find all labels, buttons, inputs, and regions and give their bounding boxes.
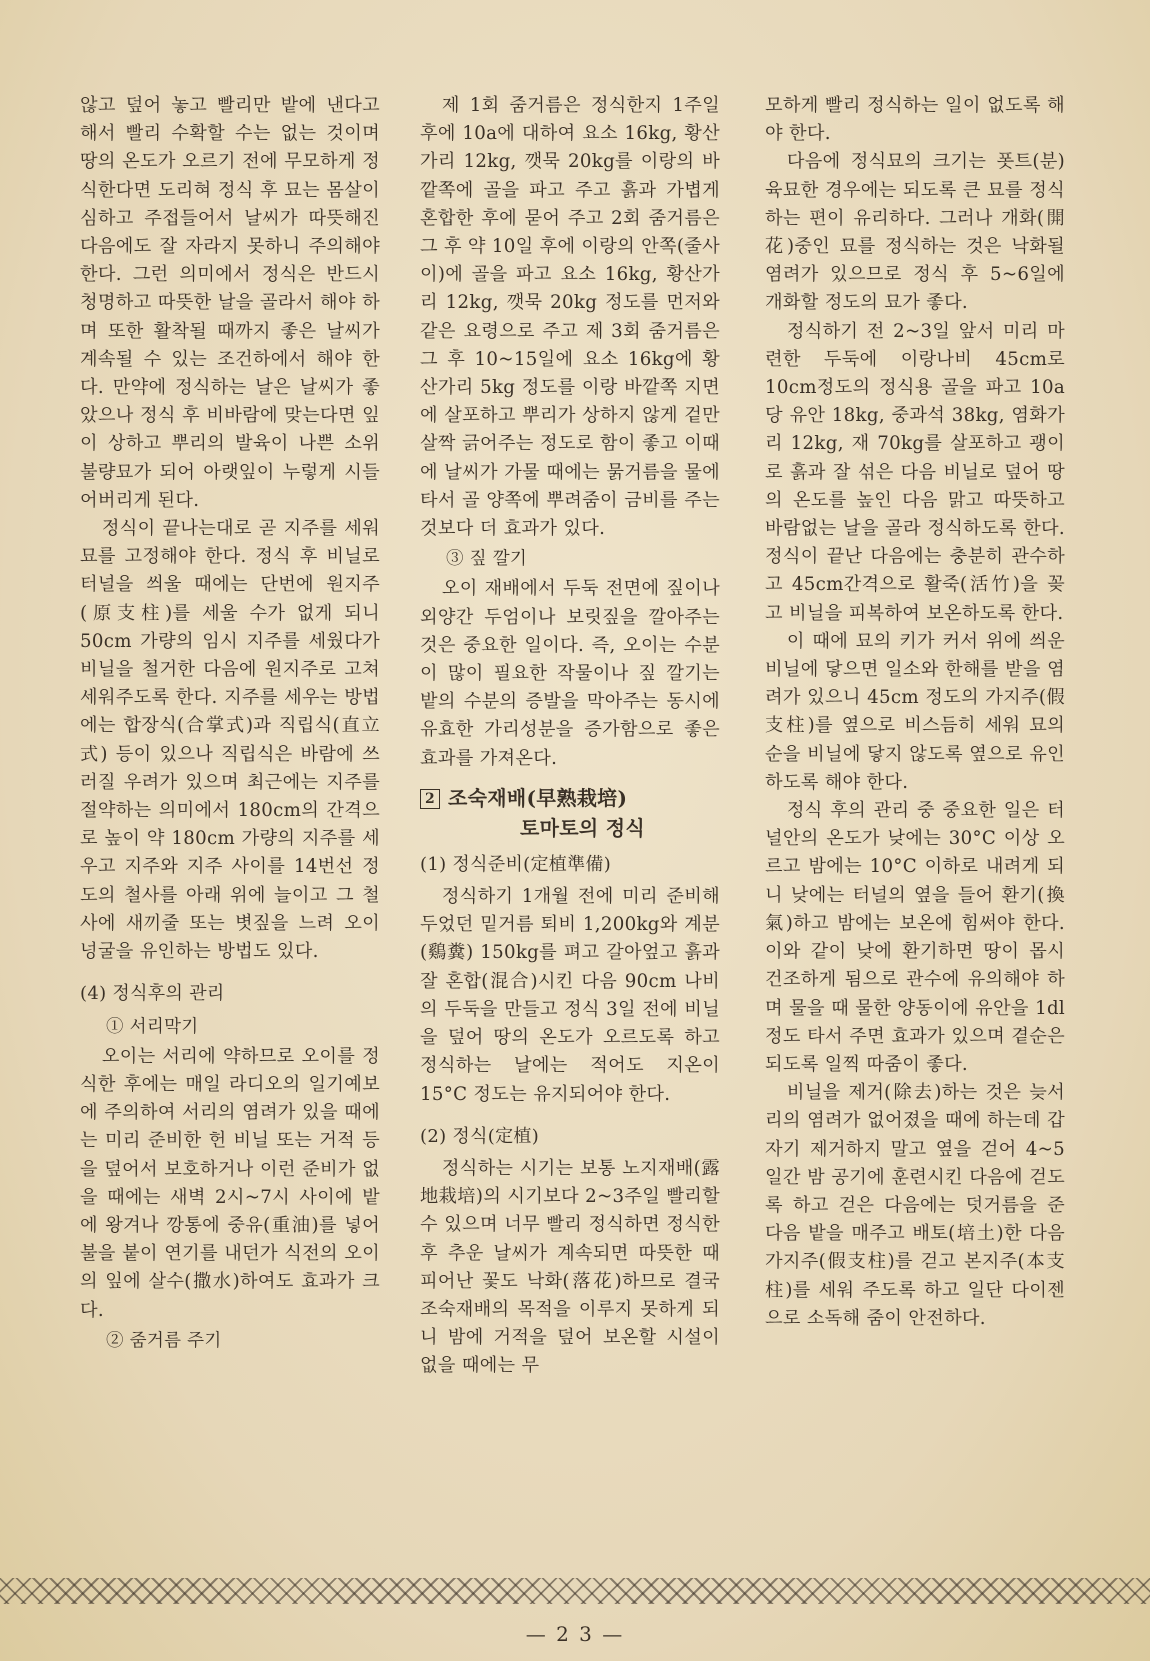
text-column-3: [765, 92, 1065, 1333]
text-column-1: [80, 92, 380, 1357]
text-column-2: [420, 92, 720, 1381]
paragraph: 제 1회 줌거름은 정식한지 1주일 후에 10a에 대하여 요소 16kg, 황산가리 12kg, 깻묵 20kg를 이랑의 바깥쪽에 골을 파고 주고 흙과 가볍게 혼합한 후에 묻어 주고 2회 줌거름은 그 후 약 10일 후에 이랑의 안쪽(줄사이)에 골을 파고 요소 16kg, 황산가리 12kg, 깻묵 20kg 정도를 먼저와 같은 요령으로 주고 제 3회 줌거름은 그 후 10~15일에 요소 16kg에 황산가리 5kg 정도를 이랑 바깥쪽 지면에 살포하고 뿌리가 상하지 않게 겉만 살짝 긁어주는 정도로 함이 좋고 이때에 날씨가 가물 때에는 묽거름을 물에 타서 골 양쪽에 뿌려줌이 금비를 주는 것보다 더 효과가 있다.: [420, 95, 720, 540]
section-heading: (1) 정식준비(定植準備): [420, 853, 612, 875]
paragraph: 정식하기 전 2~3일 앞서 미리 마련한 두둑에 이랑나비 45cm로 10cm정도의 정식용 골을 파고 10a당 유안 18kg, 중과석 38kg, 염화가리 12kg, 재 70kg를 살포하고 괭이로 흙과 잘 섞은 다음 비닐로 덮어 땅의 온도를 높인 다음 맑고 따뜻하고 바람없는 날을 골라 정식하도록 한다. 정식이 끝난 다음에는 충분히 관수하고 45cm간격으로 활죽(活竹)을 꽂고 비닐을 피복하여 보온하도록 한다.: [765, 320, 1065, 624]
chapter-heading: [420, 783, 720, 843]
subsection-heading: ① 서리막기: [106, 1016, 199, 1037]
paragraph: 모하게 빨리 정식하는 일이 없도록 해야 한다.: [765, 95, 1065, 145]
paragraph: 않고 덮어 놓고 빨리만 밭에 낸다고 해서 빨리 수확할 수는 없는 것이며 땅의 온도가 오르기 전에 무모하게 정식한다면 도리혀 정식 후 묘는 몸살이 심하고 주접들어서 날씨가 따뜻해진 다음에도 잘 자라지 못하니 주의해야 한다. 그런 의미에서 정식은 반드시 청명하고 따뜻한 날을 골라서 해야 하며 또한 활착될 때까지 좋은 날씨가 계속될 수 있는 조건하에서 해야 한다. 만약에 정식하는 날은 날씨가 좋았으나 정식 후 비바람에 맞는다면 잎이 상하고 뿌리의 발육이 나쁜 소위 불량묘가 되어 아랫잎이 누렇게 시들어버리게 된다.: [80, 95, 380, 511]
page-number: — 2 3 —: [525, 1622, 625, 1646]
chapter-title-line2: 토마토의 정식: [520, 815, 645, 840]
paragraph: 정식 후의 관리 중 중요한 일은 터널안의 온도가 낮에는 30°C 이상 오르고 밤에는 10°C 이하로 내려게 되니 낮에는 터널의 옆을 들어 환기(換氣)하고 밤에는 보온에 힘써야 한다. 이와 같이 낮에 환기하면 땅이 몹시 건조하게 됨으로 관수에 유의해야 하며 물을 때 물한 양동이에 유안을 1dl정도 타서 주면 효과가 있으며 곁순은 되도록 일찍 따줌이 좋다.: [765, 800, 1065, 1075]
section-heading: (4) 정식후의 관리: [80, 983, 225, 1005]
chapter-number: 2: [420, 789, 440, 809]
paragraph: 오이는 서리에 약하므로 오이를 정식한 후에는 매일 라디오의 일기예보에 주의하여 서리의 염려가 있을 때에는 미리 준비한 헌 비닐 또는 거적 등을 덮어서 보호하거나 이런 준비가 없을 때에는 새벽 2시~7시 사이에 밭에 왕겨나 깡통에 중유(重油)를 넣어 불을 붙이 연기를 내던가 식전의 오이의 잎에 살수(撒水)하여도 효과가 크다.: [80, 1045, 380, 1321]
subsection-heading: ② 줌거름 주기: [106, 1330, 222, 1351]
section-heading: (2) 정식(定植): [420, 1125, 540, 1147]
paragraph: 다음에 정식묘의 크기는 폿트(분) 육묘한 경우에는 되도록 큰 묘를 정식하는 편이 유리하다. 그러나 개화(開花)중인 묘를 정식하는 것은 낙화될 염려가 있으므로 정식 후 5~6일에 개화할 정도의 묘가 좋다.: [765, 151, 1065, 314]
chapter-title-line1: 조숙재배(早熟栽培): [448, 785, 628, 810]
paragraph: 오이 재배에서 두둑 전면에 짚이나 외양간 두엄이나 보릿짚을 깔아주는 것은 중요한 일이다. 즉, 오이는 수분이 많이 필요한 작물이나 짚 깔기는 밭의 수분의 증발을 막아주는 동시에 유효한 가리성분을 증가함으로 좋은 효과를 가져온다.: [420, 578, 720, 769]
paragraph: 이 때에 묘의 키가 커서 위에 씌운 비닐에 닿으면 일소와 한해를 받을 염려가 있으니 45cm 정도의 가지주(假支柱)를 옆으로 비스듬히 세워 묘의 순을 비닐에 닿지 않도록 옆으로 유인 하도록 해야 한다.: [765, 630, 1065, 793]
paragraph: 정식이 끝나는대로 곧 지주를 세워 묘를 고정해야 한다. 정식 후 비닐로 터널을 씌울 때에는 단번에 원지주(原支柱)를 세울 수가 없게 되니 50cm 가량의 임시 지주를 세웠다가 비닐을 철거한 다음에 원지주로 고쳐 세워주도록 한다. 지주를 세우는 방법에는 합장식(合掌式)과 직립식(直立式) 등이 있으나 직립식은 바람에 쓰러질 우려가 있으며 최근에는 지주를 절약하는 의미에서 180cm의 간격으로 높이 약 180cm 가량의 지주를 세우고 지주와 지주 사이를 14번선 정도의 철사를 아래 위에 늘이고 그 철사에 새끼줄 또는 볏짚을 느려 오이 넝굴을 유인하는 방법도 있다.: [80, 518, 380, 963]
paragraph: 정식하기 1개월 전에 미리 준비해 두었던 밑거름 퇴비 1,200kg와 계분(鷄糞) 150kg를 펴고 갈아엎고 흙과 잘 혼합(混合)시킨 다음 90cm 나비의 두둑을 만들고 정식 3일 전에 비닐을 덮어 땅의 온도가 오르도록 하고 정식하는 날에는 적어도 지온이 15°C 정도는 유지되어야 한다.: [420, 886, 720, 1105]
paragraph: 비닐을 제거(除去)하는 것은 늦서리의 염려가 없어졌을 때에 하는데 갑자기 제거하지 말고 옆을 걷어 4~5일간 밤 공기에 훈련시킨 다음에 걷도록 하고 걷은 다음에는 덧거름을 준 다음 밭을 매주고 배토(培土)한 다음 가지주(假支柱)를 걷고 본지주(本支柱)를 세워 주도록 하고 일단 다이젠으로 소독해 줌이 안전하다.: [765, 1082, 1065, 1329]
subsection-heading: ③ 짚 깔기: [446, 549, 528, 570]
decorative-border: [0, 1578, 1150, 1604]
paragraph: 정식하는 시기는 보통 노지재배(露地栽培)의 시기보다 2~3주일 빨리할 수 있으며 너무 빨리 정식하면 정식한 후 추운 날씨가 계속되면 따뜻한 때 피어난 꽃도 낙화(落花)하므로 결국 조숙재배의 목적을 이루지 못하게 되니 밤에 거적을 덮어 보온할 시설이 없을 때에는 무: [420, 1157, 720, 1377]
